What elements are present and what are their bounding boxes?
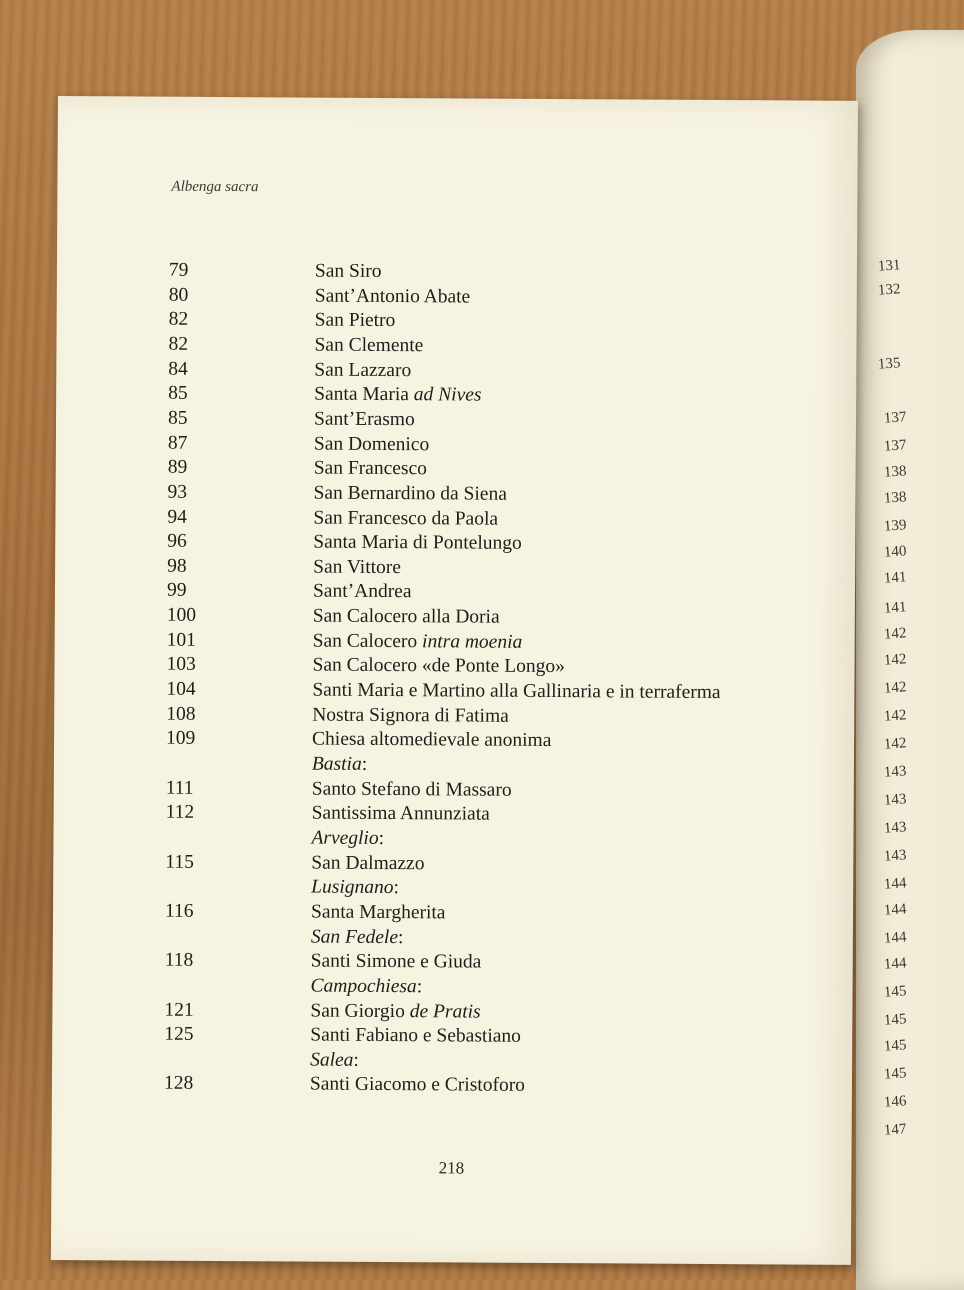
- toc-page-number: 85: [168, 382, 228, 406]
- toc-page-number: 99: [167, 579, 227, 603]
- toc-page-number: 89: [168, 456, 228, 480]
- facing-page-number: 142: [883, 679, 907, 698]
- facing-page-number: 142: [883, 707, 907, 726]
- toc-title: Arveglio:: [311, 826, 384, 850]
- toc-title: San Francesco da Paola: [313, 506, 498, 531]
- toc-title: Sant’Antonio Abate: [315, 284, 471, 309]
- toc-title: Santo Stefano di Massaro: [312, 777, 512, 802]
- toc-page-number: 87: [168, 431, 228, 455]
- toc-page-number: 118: [165, 949, 225, 973]
- toc-page-number: 116: [165, 900, 225, 924]
- page-number: 218: [51, 1156, 851, 1181]
- facing-page-number: 146: [883, 1093, 907, 1112]
- toc-title: Nostra Signora di Fatima: [312, 703, 509, 728]
- facing-page-number: 143: [883, 763, 907, 782]
- toc-page-number: 112: [166, 801, 226, 825]
- facing-page-number: 145: [883, 1065, 907, 1084]
- toc-page-number: 125: [164, 1023, 224, 1047]
- toc-title: Campochiesa:: [310, 974, 422, 999]
- toc-page-number: 82: [168, 333, 228, 357]
- toc-title: Santa Maria di Pontelungo: [313, 531, 522, 556]
- facing-page-number: 144: [883, 955, 907, 974]
- toc-title: San Dalmazzo: [311, 851, 424, 876]
- toc-page-number: 85: [168, 407, 228, 431]
- facing-page-number: 143: [883, 791, 907, 810]
- toc-entry: [52, 1071, 832, 1100]
- book-page: [51, 96, 858, 1265]
- toc-title: San Calocero alla Doria: [313, 605, 500, 630]
- toc-title: San Siro: [315, 260, 382, 284]
- toc-title: San Clemente: [314, 334, 423, 359]
- facing-page-number: 145: [883, 1011, 907, 1030]
- toc-title: San Calocero «de Ponte Longo»: [312, 654, 565, 680]
- toc-title: Santissima Annunziata: [312, 802, 490, 827]
- facing-page: [856, 30, 964, 1290]
- facing-page-number: 139: [883, 517, 907, 536]
- toc-title: San Francesco: [314, 457, 427, 482]
- toc-title: Santi Simone e Giuda: [311, 950, 482, 975]
- toc-title: Salea:: [310, 1048, 359, 1072]
- toc-page-number: 103: [166, 653, 226, 677]
- facing-page-number: 141: [883, 569, 907, 588]
- facing-page-number: 138: [883, 463, 907, 482]
- toc-title: Santa Margherita: [311, 900, 446, 925]
- toc-title: Santa Maria ad Nives: [314, 383, 481, 408]
- toc-page-number: 82: [169, 308, 229, 332]
- toc-page-number: 79: [169, 259, 229, 283]
- toc-page-number: 121: [164, 998, 224, 1022]
- toc-title: San Pietro: [315, 309, 396, 333]
- toc-page-number: 94: [167, 505, 227, 529]
- toc-page-number: 80: [169, 283, 229, 307]
- facing-page-number: 143: [883, 819, 907, 838]
- facing-page-number: 137: [883, 437, 907, 456]
- facing-page-number: 140: [883, 543, 907, 562]
- facing-page-number: 137: [883, 409, 907, 428]
- table-of-contents: [58, 96, 858, 101]
- facing-page-number: 135: [877, 355, 901, 374]
- facing-page-number: 144: [883, 875, 907, 894]
- running-head: Albenga sacra: [171, 179, 258, 197]
- facing-page-number: 132: [877, 281, 901, 300]
- toc-page-number: 115: [165, 850, 225, 874]
- toc-title: San Lazzaro: [314, 358, 411, 383]
- toc-title: San Calocero intra moenia: [313, 629, 523, 654]
- facing-page-number: 138: [883, 489, 907, 508]
- toc-title: San Vittore: [313, 555, 401, 580]
- toc-title: San Giorgio de Pratis: [310, 999, 480, 1024]
- toc-title: San Bernardino da Siena: [314, 481, 507, 506]
- toc-page-number: 84: [168, 357, 228, 381]
- toc-page-number: 96: [167, 530, 227, 554]
- toc-page-number: 109: [166, 727, 226, 751]
- toc-title: Santi Giacomo e Cristoforo: [310, 1073, 525, 1098]
- toc-page-number: 128: [164, 1072, 224, 1096]
- facing-page-number: 131: [877, 257, 901, 276]
- facing-page-number: 145: [883, 983, 907, 1002]
- toc-title: Lusignano:: [311, 876, 399, 901]
- facing-page-number: 141: [883, 599, 907, 618]
- toc-title: San Fedele:: [311, 925, 404, 950]
- facing-page-number: 145: [883, 1037, 907, 1056]
- toc-page-number: 101: [167, 628, 227, 652]
- toc-page-number: 100: [167, 604, 227, 628]
- toc-page-number: 104: [166, 678, 226, 702]
- toc-title: Santi Maria e Martino alla Gallinaria e in terraferma: [312, 679, 720, 705]
- toc-title: San Domenico: [314, 432, 430, 457]
- toc-title: Chiesa altomedievale anonima: [312, 728, 551, 753]
- facing-page-number: 144: [883, 901, 907, 920]
- facing-page-number: 142: [883, 625, 907, 644]
- facing-page-number: 142: [883, 651, 907, 670]
- facing-page-number: 147: [883, 1121, 907, 1140]
- toc-page-number: 108: [166, 702, 226, 726]
- toc-page-number: 98: [167, 554, 227, 578]
- toc-page-number: 93: [168, 481, 228, 505]
- toc-title: Sant’Andrea: [313, 580, 412, 605]
- toc-title: Sant’Erasmo: [314, 407, 415, 432]
- facing-page-number: 143: [883, 847, 907, 866]
- toc-title: Santi Fabiano e Sebastiano: [310, 1024, 521, 1049]
- toc-page-number: 111: [166, 776, 226, 800]
- facing-page-number: 142: [883, 735, 907, 754]
- toc-title: Bastia:: [312, 753, 367, 777]
- facing-page-number: 144: [883, 929, 907, 948]
